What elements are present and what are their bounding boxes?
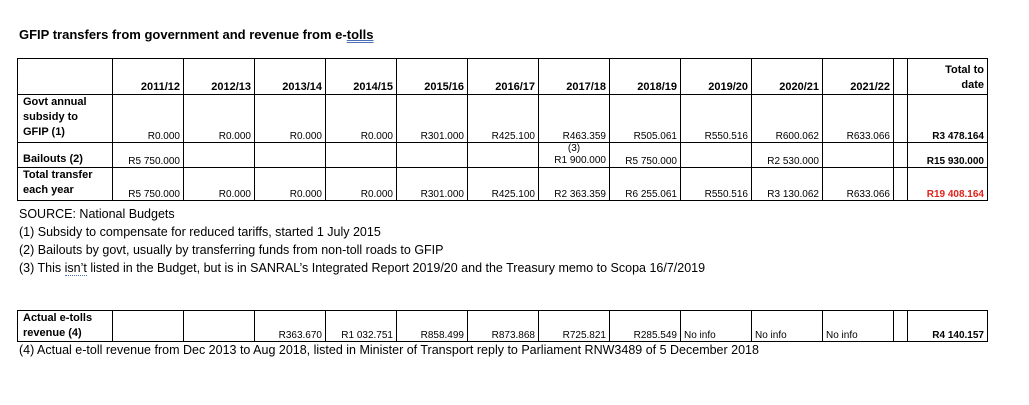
total-transfer-row: [18, 168, 988, 201]
value-cell: R425.100: [468, 95, 539, 143]
value-cell: R425.100: [468, 168, 539, 201]
value-cell: R6 255.061: [610, 168, 681, 201]
year-header: 2020/21: [752, 59, 823, 95]
value-cell: R633.066: [823, 168, 894, 201]
row-label-line: Govt annual: [23, 96, 87, 108]
value-cell: [113, 311, 184, 342]
footnote-3-text: (3) This: [19, 261, 65, 275]
spacer-cell: [894, 59, 908, 95]
value-cell: R1 032.751: [326, 311, 397, 342]
bailouts-row: [18, 143, 988, 168]
total-header-line: date: [961, 79, 984, 91]
value-cell: R0.000: [255, 168, 326, 201]
value-cell: R505.061: [610, 95, 681, 143]
value-cell: R0.000: [184, 95, 255, 143]
row-label-line: GFIP (1): [23, 126, 65, 138]
row-label: [18, 311, 113, 342]
etoll-revenue-table: [17, 310, 988, 342]
value-cell: [681, 143, 752, 168]
revenue-row: [18, 311, 988, 342]
row-label: Bailouts (2): [18, 143, 113, 168]
value-cell: R5 750.000: [113, 168, 184, 201]
gfip-transfers-table: [17, 58, 988, 201]
value-cell: R363.670: [255, 311, 326, 342]
spacer-cell: [894, 143, 908, 168]
value-cell: R600.062: [752, 95, 823, 143]
total-cell: R4 140.157: [908, 311, 988, 342]
value-cell: [823, 143, 894, 168]
value-cell: No info: [823, 311, 894, 342]
footnote-3: [19, 261, 705, 275]
source-note: SOURCE: National Budgets: [19, 207, 175, 221]
value-cell: [468, 143, 539, 168]
year-header: 2021/22: [823, 59, 894, 95]
row-label: [18, 168, 113, 201]
title-text: GFIP transfers from government and revenue from e-: [19, 27, 347, 42]
total-cell: R3 478.164: [908, 95, 988, 143]
footnote-4: (4) Actual e-toll revenue from Dec 2013 to Aug 2018, listed in Minister of Transport reply to Parliament RNW3489 of 5 December 2018: [19, 343, 759, 357]
total-header: [908, 59, 988, 95]
value-cell: R725.821: [539, 311, 610, 342]
value-cell: R301.000: [397, 168, 468, 201]
value-cell: [255, 143, 326, 168]
value-cell: R858.499: [397, 311, 468, 342]
year-header: 2017/18: [539, 59, 610, 95]
row-label-line: Total transfer: [23, 169, 93, 181]
value-cell: R2 363.359: [539, 168, 610, 201]
value-cell: R463.359: [539, 95, 610, 143]
value-cell: R3 130.062: [752, 168, 823, 201]
value-cell: R285.549: [610, 311, 681, 342]
value-cell: R873.868: [468, 311, 539, 342]
value-cell: R550.516: [681, 95, 752, 143]
year-header: 2013/14: [255, 59, 326, 95]
page-title: [19, 27, 373, 42]
value-cell: [539, 143, 610, 168]
value-cell: R301.000: [397, 95, 468, 143]
title-underlined-word: tolls: [346, 27, 374, 42]
total-header-line: Total to: [945, 64, 984, 76]
footnote-1: (1) Subsidy to compensate for reduced tariffs, started 1 July 2015: [19, 225, 381, 239]
value-cell: R2 530.000: [752, 143, 823, 168]
footnote-2: (2) Bailouts by govt, usually by transferring funds from non-toll roads to GFIP: [19, 243, 444, 257]
spacer-cell: [894, 168, 908, 201]
grand-total-cell: R19 408.164: [908, 168, 988, 201]
year-header: 2016/17: [468, 59, 539, 95]
value-cell: R5 750.000: [610, 143, 681, 168]
corner-cell: [18, 59, 113, 95]
year-header: 2019/20: [681, 59, 752, 95]
row-label-line: revenue (4): [23, 327, 82, 339]
spacer-cell: [894, 311, 908, 342]
value-cell: [184, 143, 255, 168]
year-header: 2011/12: [113, 59, 184, 95]
subsidy-row: [18, 95, 988, 143]
value-cell: R0.000: [326, 168, 397, 201]
value-cell: [326, 143, 397, 168]
header-row: [18, 59, 988, 95]
year-header: 2014/15: [326, 59, 397, 95]
footnote-3-flagged-word: isn’t: [64, 261, 87, 275]
value-cell: [397, 143, 468, 168]
value-cell: R0.000: [184, 168, 255, 201]
row-label-line: Actual e-tolls: [23, 312, 93, 324]
spacer-cell: [894, 95, 908, 143]
value-cell: No info: [752, 311, 823, 342]
row-label: [18, 95, 113, 143]
value-cell: R0.000: [113, 95, 184, 143]
value-cell: [184, 311, 255, 342]
value-cell: R5 750.000: [113, 143, 184, 168]
value-cell: R0.000: [326, 95, 397, 143]
value-cell: R0.000: [255, 95, 326, 143]
year-header: 2018/19: [610, 59, 681, 95]
value-cell: R633.066: [823, 95, 894, 143]
year-header: 2012/13: [184, 59, 255, 95]
year-header: 2015/16: [397, 59, 468, 95]
footnote-marker: (3): [567, 143, 581, 154]
total-cell: R15 930.000: [908, 143, 988, 168]
row-label-line: subsidy to: [23, 111, 79, 123]
row-label-line: each year: [23, 184, 74, 196]
value-cell: R550.516: [681, 168, 752, 201]
value-text: R1 900.000: [554, 155, 606, 166]
value-cell: No info: [681, 311, 752, 342]
footnote-3-text: listed in the Budget, but is in SANRAL’s Integrated Report 2019/20 and the Treasury memo to Scopa 16/7/2019: [86, 261, 706, 275]
